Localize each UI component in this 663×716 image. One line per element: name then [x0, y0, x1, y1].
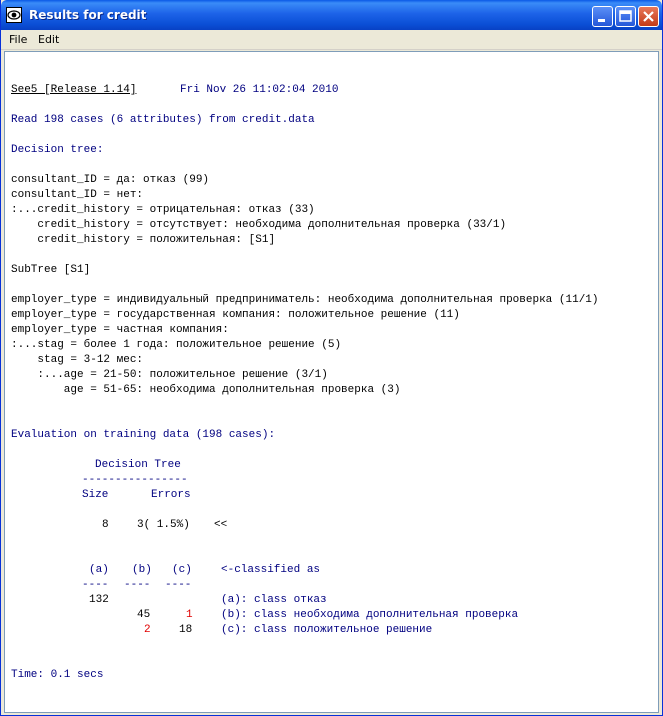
subtree-line: employer_type = частная компания: [11, 324, 229, 336]
subtree-line: age = 51-65: необходима дополнительная проверка (3) [11, 384, 401, 396]
confusion-row-label: (b): class необходима дополнительная проверка [221, 609, 519, 621]
eval-table-title: Decision Tree [95, 459, 181, 471]
maximize-button[interactable] [615, 6, 636, 27]
confusion-dashes: ---- [165, 579, 192, 591]
confusion-col-a: (a) [89, 564, 109, 576]
confusion-dashes: ---- [124, 579, 151, 591]
read-line: Read 198 cases (6 attributes) from credit.data [11, 114, 315, 126]
confusion-cell-c-c: 18 [179, 624, 193, 636]
header-program: See5 [Release 1.14] [11, 84, 137, 96]
eval-size-value: 8 [102, 519, 109, 531]
confusion-cell-c-b: 2 [144, 624, 151, 636]
classified-as-label: <-classified as [221, 564, 321, 576]
evaluation-heading: Evaluation on training data (198 cases): [11, 429, 276, 441]
minimize-button[interactable] [592, 6, 613, 27]
subtree-heading: SubTree [S1] [11, 264, 91, 276]
time-line: Time: 0.1 secs [11, 669, 104, 681]
confusion-row-label: (a): class отказ [221, 594, 327, 606]
tree-line: consultant_ID = да: отказ (99) [11, 174, 210, 186]
eval-table-rule: ---------------- [82, 474, 188, 486]
eval-marker: << [214, 519, 228, 531]
menu-edit[interactable]: Edit [38, 33, 60, 46]
confusion-row-label: (c): class положительное решение [221, 624, 433, 636]
output-pane[interactable] [4, 51, 659, 713]
tree-line: :...credit_history = отрицательная: отказ (33) [11, 204, 315, 216]
subtree-line: employer_type = государственная компания: положительное решение (11) [11, 309, 460, 321]
tree-line: credit_history = отсутствует: необходима дополнительная проверка (33/1) [11, 219, 507, 231]
confusion-cell-b-b: 45 [137, 609, 151, 621]
eval-col-size: Size [82, 489, 109, 501]
eye-icon [6, 7, 22, 23]
subtree-line: stag = 3-12 мес: [11, 354, 144, 366]
header-date: Fri Nov 26 11:02:04 2010 [180, 84, 339, 96]
decision-tree-heading: Decision tree: [11, 144, 104, 156]
tree-line: consultant_ID = нет: [11, 189, 144, 201]
confusion-col-c: (c) [172, 564, 192, 576]
close-button[interactable] [638, 6, 659, 27]
eval-col-errors: Errors [151, 489, 191, 501]
menu-bar [1, 30, 662, 50]
confusion-cell-b-c: 1 [186, 609, 193, 621]
tree-line: credit_history = положительная: [S1] [11, 234, 276, 246]
maximize-icon [616, 7, 635, 26]
subtree-line: :...stag = более 1 года: положительное решение (5) [11, 339, 342, 351]
subtree-line: employer_type = индивидуальный предприниматель: необходима дополнительная проверка (11/1) [11, 294, 599, 306]
title-bar[interactable] [1, 0, 662, 30]
confusion-dashes: ---- [82, 579, 109, 591]
eval-errors-value: 3( 1.5%) [137, 519, 190, 531]
confusion-col-b: (b) [132, 564, 152, 576]
window-title: Results for credit [29, 8, 147, 22]
confusion-cell-a-a: 132 [89, 594, 109, 606]
subtree-line: :...age = 21-50: положительное решение (3/1) [11, 369, 328, 381]
menu-file[interactable]: File [9, 33, 28, 46]
minimize-icon [593, 7, 612, 26]
close-icon [639, 7, 658, 26]
